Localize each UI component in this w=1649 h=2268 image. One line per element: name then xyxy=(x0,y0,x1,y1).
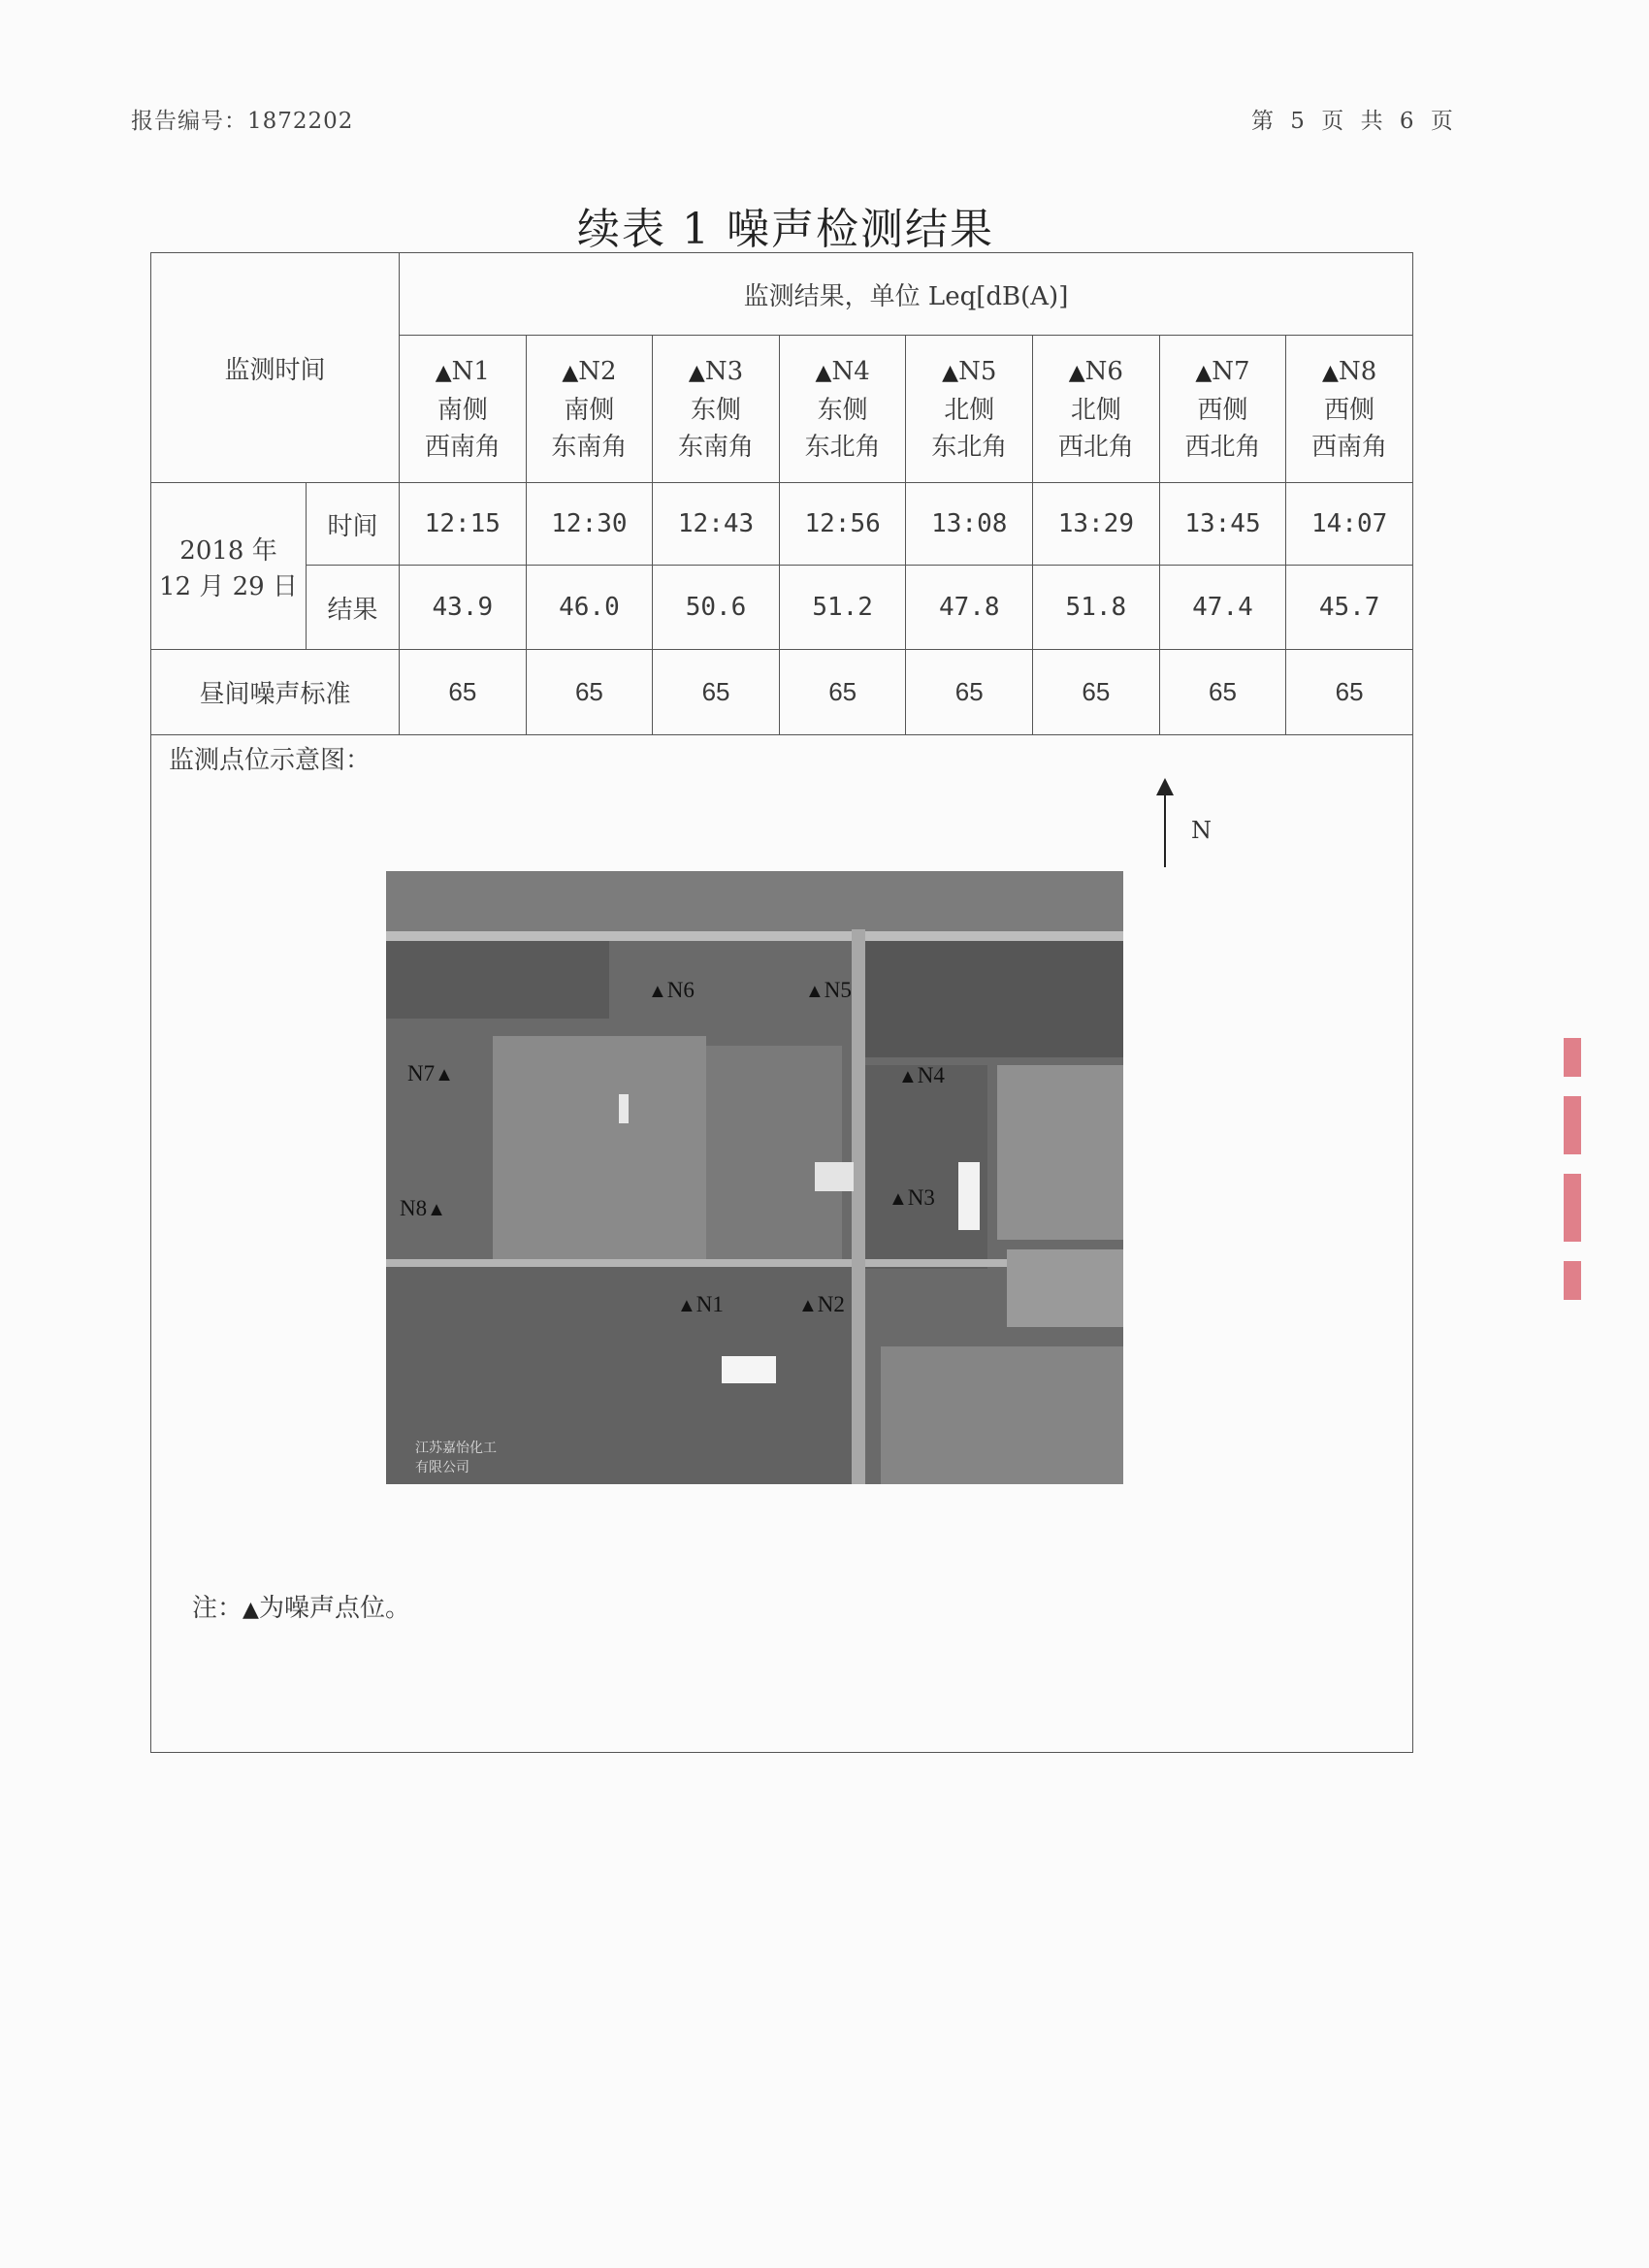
point-corner: 西北角 xyxy=(1184,432,1261,462)
standard-cell: 65 xyxy=(653,650,780,735)
point-side: 东侧 xyxy=(691,395,742,425)
time-cell: 12:43 xyxy=(653,483,780,566)
result-cell: 46.0 xyxy=(526,566,653,650)
triangle-icon: ▲ xyxy=(1195,360,1212,385)
triangle-icon: ▲ xyxy=(805,981,824,1002)
point-side: 北侧 xyxy=(1070,395,1121,425)
standard-cell: 65 xyxy=(526,650,653,735)
triangle-icon: ▲ xyxy=(435,360,452,385)
report-number: 报告编号：1872202 xyxy=(131,109,354,134)
marker-label: N7 xyxy=(407,1061,436,1085)
point-id: N4 xyxy=(831,356,870,386)
point-id: N2 xyxy=(578,356,617,386)
marker-n2 xyxy=(798,1292,845,1317)
point-id: N5 xyxy=(958,356,997,386)
point-corner: 西北角 xyxy=(1057,432,1134,462)
point-corner: 东北角 xyxy=(931,432,1008,462)
point-corner: 东南角 xyxy=(551,432,628,462)
marker-label: N5 xyxy=(824,978,852,1002)
point-corner: 西南角 xyxy=(424,432,501,462)
marker-n6 xyxy=(648,978,695,1003)
marker-label: N3 xyxy=(907,1185,935,1210)
north-arrow-shaft xyxy=(1164,790,1166,867)
point-side: 西侧 xyxy=(1197,395,1248,425)
point-header-n6 xyxy=(1033,336,1160,483)
triangle-icon: ▲ xyxy=(648,981,667,1002)
monitor-time-header: 监测时间 xyxy=(151,253,400,483)
standard-cell: 65 xyxy=(1033,650,1160,735)
time-cell: 12:30 xyxy=(526,483,653,566)
triangle-icon: ▲ xyxy=(688,360,705,385)
marker-n3 xyxy=(889,1185,935,1211)
point-side: 南侧 xyxy=(564,395,615,425)
date-cell xyxy=(151,483,307,650)
point-header-n3 xyxy=(653,336,780,483)
triangle-icon: ▲ xyxy=(242,1598,259,1622)
time-cell: 14:07 xyxy=(1286,483,1413,566)
marker-n4 xyxy=(898,1063,945,1088)
point-id: N8 xyxy=(1338,356,1377,386)
triangle-icon: ▲ xyxy=(942,360,959,385)
unit-header: 监测结果，单位 Leq[dB(A)] xyxy=(400,253,1413,336)
marker-n7 xyxy=(407,1061,454,1086)
result-cell: 51.8 xyxy=(1033,566,1160,650)
marker-n1 xyxy=(677,1292,724,1317)
marker-n5 xyxy=(805,978,852,1003)
date-year: 2018 年 xyxy=(179,535,277,566)
point-corner: 西南角 xyxy=(1311,432,1388,462)
point-header-n5 xyxy=(906,336,1033,483)
point-side: 西侧 xyxy=(1324,395,1375,425)
triangle-icon: ▲ xyxy=(889,1188,908,1210)
marker-label: N6 xyxy=(666,978,695,1002)
marker-label: N1 xyxy=(695,1292,724,1316)
result-label: 结果 xyxy=(307,566,400,650)
map-caption: 江苏嘉怡化工 有限公司 xyxy=(415,1441,497,1475)
point-header-n8 xyxy=(1286,336,1413,483)
result-cell: 47.8 xyxy=(906,566,1033,650)
standard-cell: 65 xyxy=(1159,650,1286,735)
result-cell: 51.2 xyxy=(779,566,906,650)
time-cell: 13:45 xyxy=(1159,483,1286,566)
triangle-icon: ▲ xyxy=(427,1199,446,1220)
result-cell: 43.9 xyxy=(400,566,527,650)
page-title: 续表 1 噪声检测结果 xyxy=(577,205,994,254)
noise-results-table xyxy=(150,252,1413,735)
note xyxy=(192,1588,410,1624)
marker-n8 xyxy=(400,1196,446,1221)
point-header-n2 xyxy=(526,336,653,483)
north-label: N xyxy=(1191,817,1212,844)
marker-label: N2 xyxy=(817,1292,845,1316)
time-label: 时间 xyxy=(307,483,400,566)
point-id: N1 xyxy=(451,356,490,386)
point-side: 北侧 xyxy=(944,395,995,425)
time-cell: 12:56 xyxy=(779,483,906,566)
standard-cell: 65 xyxy=(1286,650,1413,735)
standard-cell: 65 xyxy=(906,650,1033,735)
diagram-label: 监测点位示意图： xyxy=(169,746,372,775)
triangle-icon: ▲ xyxy=(562,360,579,385)
result-cell: 45.7 xyxy=(1286,566,1413,650)
date-day: 12 月 29 日 xyxy=(159,571,298,601)
point-header-n4 xyxy=(779,336,906,483)
point-header-n7 xyxy=(1159,336,1286,483)
point-corner: 东北角 xyxy=(804,432,881,462)
standard-cell: 65 xyxy=(400,650,527,735)
point-side: 南侧 xyxy=(436,395,488,425)
standard-label: 昼间噪声标准 xyxy=(151,650,400,735)
triangle-icon: ▲ xyxy=(798,1295,818,1316)
standard-cell: 65 xyxy=(779,650,906,735)
note-text: 为噪声点位。 xyxy=(258,1594,410,1623)
triangle-icon: ▲ xyxy=(1068,360,1085,385)
result-cell: 47.4 xyxy=(1159,566,1286,650)
triangle-icon: ▲ xyxy=(677,1295,696,1316)
marker-label: N4 xyxy=(917,1063,945,1087)
note-prefix: 注： xyxy=(192,1594,243,1623)
marker-label: N8 xyxy=(400,1196,428,1220)
stamp-fragment xyxy=(1560,1038,1589,1329)
point-header-n1 xyxy=(400,336,527,483)
time-cell: 12:15 xyxy=(400,483,527,566)
map-image xyxy=(386,871,1123,1484)
satellite-map xyxy=(386,871,1123,1484)
time-cell: 13:29 xyxy=(1033,483,1160,566)
page-number: 第 5 页 共 6 页 xyxy=(1251,109,1458,134)
triangle-icon: ▲ xyxy=(815,360,832,385)
point-id: N7 xyxy=(1212,356,1250,386)
triangle-icon: ▲ xyxy=(435,1064,454,1085)
point-id: N3 xyxy=(704,356,744,386)
time-cell: 13:08 xyxy=(906,483,1033,566)
point-id: N6 xyxy=(1084,356,1123,386)
triangle-icon: ▲ xyxy=(1322,360,1339,385)
point-side: 东侧 xyxy=(817,395,868,425)
triangle-icon: ▲ xyxy=(898,1066,918,1087)
point-corner: 东南角 xyxy=(678,432,755,462)
result-cell: 50.6 xyxy=(653,566,780,650)
